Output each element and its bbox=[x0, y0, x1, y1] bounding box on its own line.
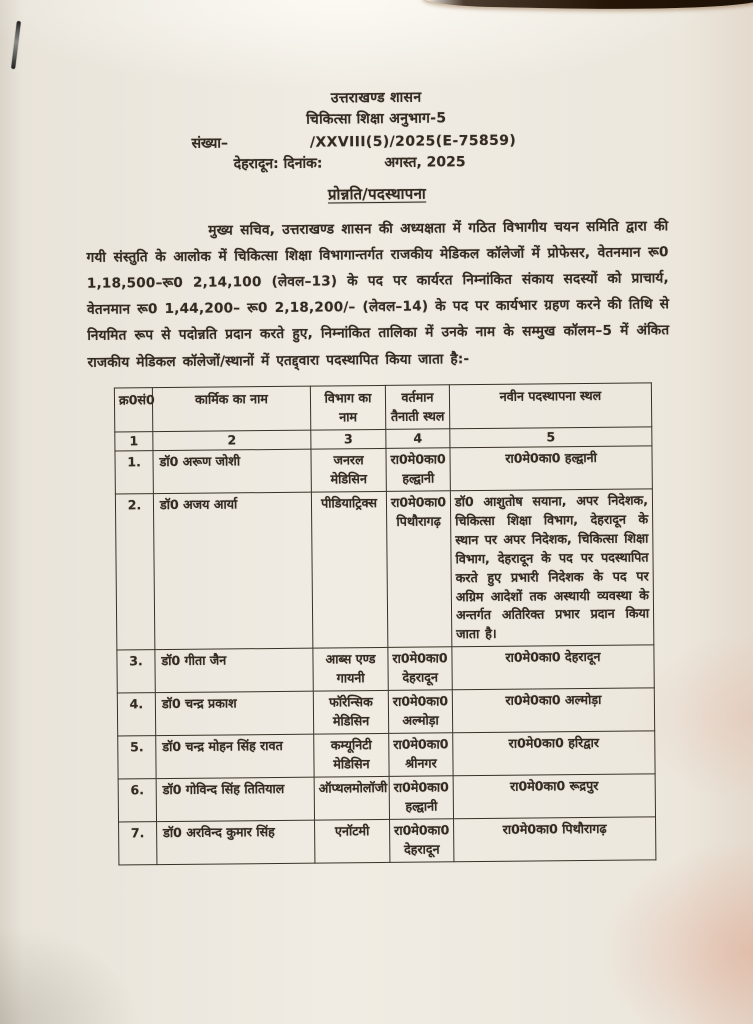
column-number: 1 bbox=[115, 431, 153, 451]
department-cell: पीडियाट्रिक्स bbox=[311, 491, 387, 648]
table-body bbox=[115, 446, 656, 865]
current-posting-cell: रा0मे0का0 श्रीनगर bbox=[389, 733, 453, 777]
new-posting-cell: रा0मे0का0 हरिद्वार bbox=[453, 731, 655, 776]
current-posting-cell: रा0मे0का0 देहरादून bbox=[388, 647, 452, 691]
new-posting-cell: रा0मे0का0 रूद्रपुर bbox=[453, 774, 655, 819]
serial-cell: 7. bbox=[119, 822, 157, 865]
name-cell: डॉ0 अरविन्द कुमार सिंह bbox=[157, 820, 315, 865]
serial-cell: 6. bbox=[118, 779, 156, 822]
table-header-row bbox=[114, 383, 651, 432]
department-section-title: चिकित्सा शिक्षा अनुभाग-5 bbox=[306, 110, 447, 128]
table-row bbox=[115, 446, 652, 494]
table-row bbox=[118, 774, 655, 822]
name-cell: डॉ0 चन्द्र मोहन सिंह रावत bbox=[156, 734, 314, 779]
department-cell: एनॉटमी bbox=[315, 820, 390, 864]
table-row bbox=[117, 645, 654, 693]
name-cell: डॉ0 अरूण जोशी bbox=[153, 449, 311, 494]
name-cell: डॉ0 चन्द्र प्रकाश bbox=[155, 691, 313, 736]
current-posting-cell: रा0मे0का0 देहरादून bbox=[390, 819, 454, 863]
place-date-line bbox=[86, 150, 668, 177]
name-cell: डॉ0 गीता जैन bbox=[155, 648, 313, 693]
serial-cell: 3. bbox=[117, 650, 155, 693]
department-cell: ऑप्थलमोलॉजी bbox=[314, 777, 389, 821]
department-cell: फॉरेन्सिक मेडिसिन bbox=[313, 691, 388, 735]
new-posting-cell: रा0मे0का0 अल्मोड़ा bbox=[452, 688, 654, 733]
new-posting-cell: रा0मे0का0 पिथौरागढ़ bbox=[454, 817, 656, 862]
current-posting-cell: रा0मे0का0 हल्द्वानी bbox=[389, 776, 453, 820]
serial-cell: 5. bbox=[118, 736, 156, 779]
current-posting-cell: रा0मे0का0 अल्मोड़ा bbox=[388, 690, 452, 734]
department-cell: जनरल मेडिसिन bbox=[311, 448, 386, 492]
department-cell: कम्यूनिटी मेडिसिन bbox=[314, 734, 389, 778]
column-number: 4 bbox=[386, 428, 450, 448]
header-current-posting: वर्तमान तैनाती स्थल bbox=[385, 385, 449, 429]
table-row bbox=[117, 688, 654, 736]
serial-cell: 4. bbox=[117, 693, 155, 736]
serial-cell: 1. bbox=[115, 451, 153, 494]
postings-table bbox=[114, 382, 657, 865]
current-posting-cell: रा0मे0का0 हल्द्वानी bbox=[386, 448, 450, 492]
header-name: कार्मिक का नाम bbox=[152, 386, 310, 431]
department-cell: आब्स एण्ड गायनी bbox=[313, 648, 388, 692]
subject-title: प्रोन्नति/पदस्थापना bbox=[327, 184, 427, 204]
order-paragraph: मुख्य सचिव, उत्तराखण्ड शासन की अध्यक्षता में गठित विभागीय चयन समिति द्वारा की गयी संस्तुति के आलोक में चिकित्सा शिक्षा विभागान्तर्गत राजकीय मेडिकल कॉलेजों में प्रोफेसर, वेतनमान रू0 1,18,500–रू0 2,14,100 (लेवल–13) के पद पर कार्यरत निम्नांकित संकाय सदस्यों को प्राचार्य, वेतनमान रू0 1,44,200– रू0 2,18,200/– (लेवल–14) के पद पर कार्यभार ग्रहण करने की तिथि से नियमित रूप से पदोन्नति प्रदान करते हुए, निम्नांकित तालिका में उनके नाम के सम्मुख कॉलम–5 में अंकित राजकीय मेडिकल कॉलेजों/स्थानों में एतद्द्वारा पदस्थापित किया जाता है:- bbox=[86, 217, 670, 371]
new-posting-cell: डॉ0 आशुतोष सयाना, अपर निदेशक, चिकित्सा शिक्षा विभाग, देहरादून के स्थान पर अपर निदेशक, चिकित्सा शिक्षा विभाग, देहरादून के पद पर पदस्थापित करते हुए प्रभारी निदेशक के पद पर अग्रिम आदेशों तक अस्थायी व्यवस्था के अन्तर्गत अतिरिक्त प्रभार प्रदान किया जाता है। bbox=[450, 489, 653, 647]
date-value: अगस्त, 2025 bbox=[384, 154, 466, 171]
table-row bbox=[119, 817, 656, 865]
column-number: 2 bbox=[153, 430, 311, 451]
column-number: 5 bbox=[450, 427, 652, 448]
header-serial: क्र0सं0 bbox=[114, 388, 152, 432]
pen-mark-artifact bbox=[11, 21, 21, 69]
order-document bbox=[85, 85, 674, 866]
name-cell: डॉ0 अजय आर्या bbox=[153, 492, 312, 650]
header-new-posting: नवीन पदस्थापना स्थल bbox=[449, 383, 651, 429]
serial-cell: 2. bbox=[115, 494, 154, 650]
scan-edge-artifact bbox=[423, 0, 753, 12]
new-posting-cell: रा0मे0का0 देहरादून bbox=[452, 645, 654, 690]
number-value: /XXVIII(5)/2025(E-75859) bbox=[309, 132, 517, 151]
government-title: उत्तराखण्ड शासन bbox=[330, 89, 422, 107]
table-row bbox=[118, 731, 655, 779]
new-posting-cell: रा0मे0का0 हल्द्वानी bbox=[450, 446, 652, 491]
current-posting-cell: रा0मे0का0 पिथौरागढ़ bbox=[386, 491, 451, 648]
letterhead bbox=[85, 85, 668, 208]
number-label: संख्या– bbox=[191, 135, 229, 152]
column-number: 3 bbox=[311, 429, 386, 449]
name-cell: डॉ0 गोविन्द सिंह तितियाल bbox=[156, 777, 314, 822]
header-department: विभाग का नाम bbox=[310, 385, 385, 429]
table-row bbox=[115, 489, 653, 650]
place-date-label: देहरादून: दिनांक: bbox=[233, 155, 323, 173]
